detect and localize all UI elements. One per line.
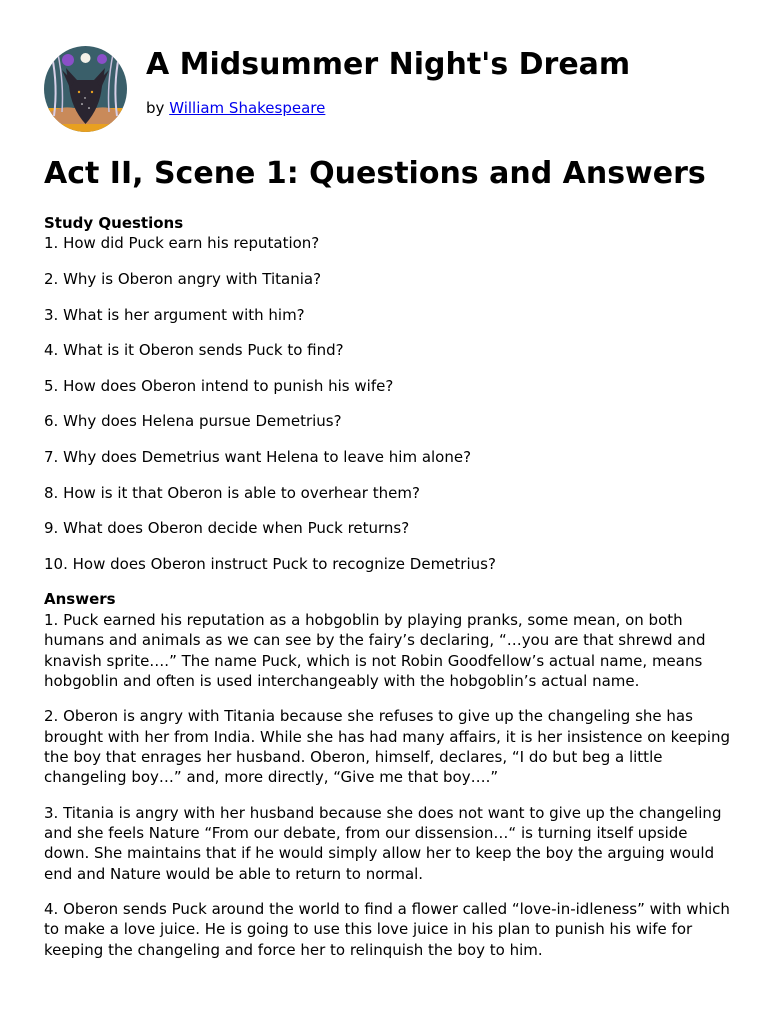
study-questions-heading: Study Questions	[44, 214, 184, 232]
study-question: 7. Why does Demetrius want Helena to leave him alone?	[44, 447, 472, 466]
study-question: 8. How is it that Oberon is able to overhear them?	[44, 483, 420, 502]
byline	[146, 98, 325, 118]
study-question: 6. Why does Helena pursue Demetrius?	[44, 412, 342, 431]
study-question: 9. What does Oberon decide when Puck returns?	[44, 519, 410, 538]
author-link[interactable]: William Shakespeare	[169, 99, 326, 117]
article-body	[44, 213, 734, 975]
study-question: 5. How does Oberon intend to punish his wife?	[44, 376, 394, 395]
answer-paragraph: 4. Oberon sends Puck around the world to find a flower called “love-in-idleness” with which to make a love juice. He is going to use this love juice in his plan to punish his wife for keeping the changeling and force her to relinquish the boy to him.	[44, 900, 730, 959]
book-header	[44, 46, 734, 134]
page-title: Act II, Scene 1: Questions and Answers	[44, 156, 706, 191]
study-question: 3. What is her argument with him?	[44, 305, 305, 324]
book-title: A Midsummer Night's Dream	[146, 47, 631, 82]
study-question: 2. Why is Oberon angry with Titania?	[44, 270, 322, 288]
study-question: 10. How does Oberon instruct Puck to recognize Demetrius?	[44, 554, 496, 573]
answer-paragraph: 3. Titania is angry with her husband because she does not want to give up the changeling and she feels Nature “From our debate, from our dissension…“ is turning itself upside down. She maintains that if he would simply allow her to keep the boy the arguing would end and Nature would be able to return to normal.	[44, 803, 722, 883]
answer-paragraph: 1. Puck earned his reputation as a hobgoblin by playing pranks, some mean, on both humans and animals as we can see by the fairy’s declaring, “…you are that shrewd and knavish sprite….” The name Puck, which is not Robin Goodfellow’s actual name, means hobgoblin and often is used interchangeably with the hobgoblin’s actual name.	[44, 610, 706, 690]
study-question: 4. What is it Oberon sends Puck to find?	[44, 341, 344, 360]
study-question: 1. How did Puck earn his reputation?	[44, 234, 320, 253]
answer-paragraph: 2. Oberon is angry with Titania because she refuses to give up the changeling she has brought with her from India. While she has had many affairs, it is her insistence on keeping the boy that enrages her husband. Oberon, himself, declares, “I do but beg a little changeling boy…” and, more directly, “Give me that boy….”	[44, 707, 730, 787]
answers-heading: Answers	[44, 590, 116, 609]
byline-prefix: by	[146, 99, 165, 117]
book-cover-image	[44, 46, 127, 132]
